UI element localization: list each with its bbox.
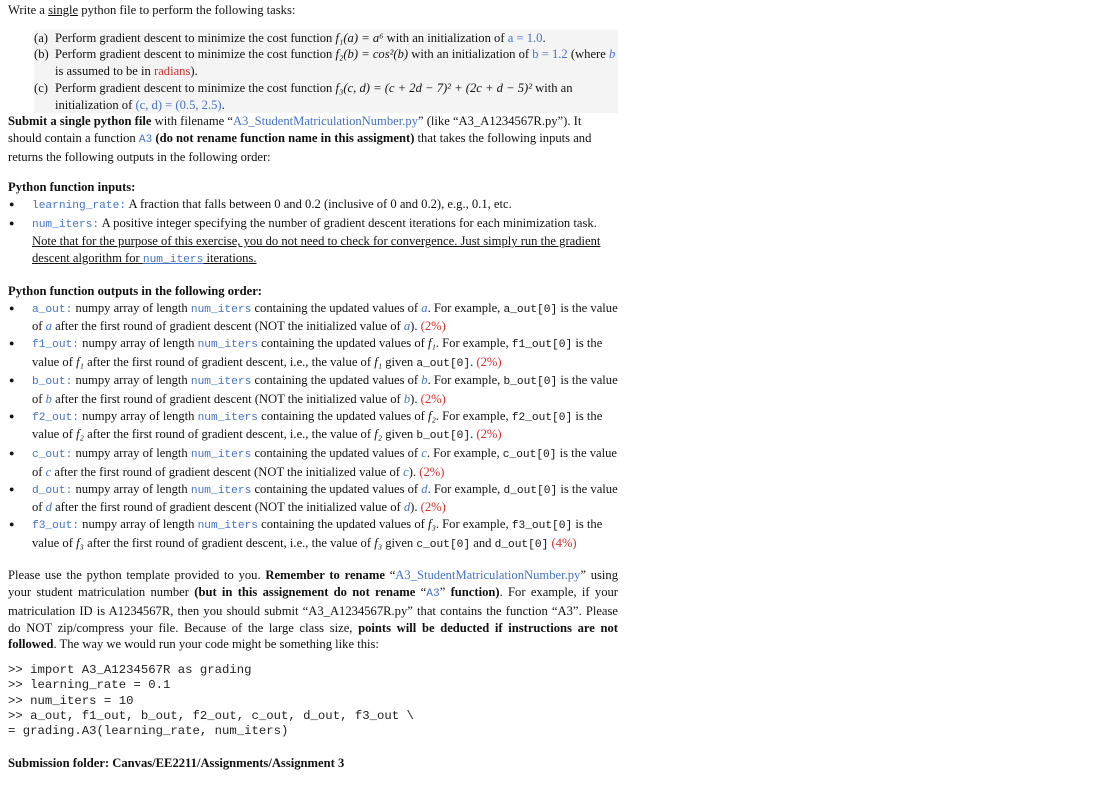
text-fragment: numpy array of length xyxy=(79,335,198,350)
submit-instructions xyxy=(8,113,618,165)
text-fragment: that takes the following inputs and returns the following outputs in the following order: xyxy=(8,130,592,164)
text-fragment: python file to perform the following tasks: xyxy=(78,3,296,17)
inputs-list xyxy=(8,196,618,269)
text-fragment: f3_out[0] xyxy=(511,519,573,532)
text-fragment: containing the updated values of xyxy=(251,373,422,388)
text-fragment: b = 1.2 xyxy=(532,47,568,62)
text-fragment: a = 1.0 xyxy=(507,30,543,45)
text-fragment: A3 xyxy=(426,588,440,601)
text-fragment: radians xyxy=(154,64,191,79)
code-line: >> import A3_A1234567R as grading xyxy=(8,662,252,677)
text-fragment: with an initialization of xyxy=(408,47,533,62)
text-fragment: . For example, xyxy=(435,335,512,350)
task-b xyxy=(34,46,618,79)
text-fragment: num_iters xyxy=(190,303,252,316)
text-fragment: (c, d) = (0.5, 2.5) xyxy=(135,97,222,112)
text-fragment: d_out[0] xyxy=(494,538,549,551)
text-fragment: A fraction that falls between 0 and 0.2 (inclusive of 0 and 0.2), e.g., 0.1, etc. xyxy=(126,197,512,212)
text-fragment: f1_out: xyxy=(32,338,79,351)
text-fragment: A3_StudentMatriculationNumber.py xyxy=(232,114,418,129)
text-fragment: f2_out: xyxy=(32,411,79,424)
text-fragment: b xyxy=(403,392,411,407)
input-num-iters xyxy=(8,215,618,269)
text-fragment: numpy array of length xyxy=(72,373,191,388)
text-fragment: num_iters xyxy=(190,449,252,462)
text-fragment: f3_out: xyxy=(32,519,79,532)
text-fragment: ). xyxy=(410,500,421,515)
output-d-out xyxy=(8,481,618,516)
text-fragment: . xyxy=(221,97,225,112)
text-fragment: containing the updated values of xyxy=(251,481,422,496)
text-fragment: b xyxy=(45,392,52,407)
text-fragment: c xyxy=(421,446,427,461)
text-fragment: containing the updated values of xyxy=(258,335,428,350)
text-fragment: is the value of xyxy=(32,335,603,369)
text-fragment: f₂ xyxy=(76,427,84,442)
text-fragment: f1_out[0] xyxy=(511,338,573,351)
text-fragment: Submit a single python file xyxy=(8,114,152,129)
text-fragment: . The way we would run your code might be something like this: xyxy=(53,637,379,652)
text-fragment: with an initialization of xyxy=(55,80,573,112)
text-fragment: Python function inputs: xyxy=(8,180,136,195)
text-fragment: numpy array of length xyxy=(72,446,191,461)
text-fragment: d_out[0] xyxy=(503,484,558,497)
text-fragment: containing the updated values of xyxy=(258,408,428,423)
intro-line xyxy=(8,2,618,19)
text-fragment: after the first round of gradient descent (NOT the initialized value of xyxy=(51,319,404,334)
text-fragment: numpy array of length xyxy=(79,408,198,423)
text-fragment: single xyxy=(48,3,79,17)
text-fragment: Submission folder: Canvas/EE2211/Assignments/Assignment 3 xyxy=(8,756,345,771)
text-fragment: is the value of xyxy=(32,408,603,442)
code-line: = grading.A3(learning_rate, num_iters) xyxy=(8,724,289,739)
text-fragment: is the value of xyxy=(32,300,618,334)
text-fragment: numpy array of length xyxy=(79,516,198,531)
text-fragment: a xyxy=(421,300,428,315)
text-fragment: after the first round of gradient descent (NOT the initialized value of xyxy=(51,464,404,479)
text-fragment: is the value of xyxy=(32,481,618,515)
text-fragment: given xyxy=(382,427,417,442)
text-fragment: . For example, xyxy=(435,408,512,423)
text-fragment: a xyxy=(403,319,411,334)
text-fragment: is the value of xyxy=(32,373,618,407)
text-fragment: ). xyxy=(190,64,198,79)
text-fragment: . xyxy=(470,427,477,442)
text-fragment: . For example, xyxy=(435,516,512,531)
text-fragment: f₁ xyxy=(374,354,383,369)
text-fragment: b_out[0] xyxy=(503,376,558,389)
text-fragment: f₁ xyxy=(427,335,436,350)
assignment-document xyxy=(8,2,618,772)
code-line: >> a_out, f1_out, b_out, f2_out, c_out, d_out, f3_out \ xyxy=(8,708,414,723)
text-fragment: after the first round of gradient descent (NOT the initialized value of xyxy=(51,392,404,407)
text-fragment: A3 xyxy=(138,133,153,146)
text-fragment: ” xyxy=(439,585,451,600)
outputs-heading xyxy=(8,283,618,300)
text-fragment: ). xyxy=(408,464,420,479)
text-fragment: after the first round of gradient descent (NOT the initialized value of xyxy=(51,500,404,515)
text-fragment: Perform gradient descent to minimize the cost function xyxy=(55,30,336,45)
text-fragment: b xyxy=(608,47,616,62)
text-fragment: after the first round of gradient descent, i.e., the value of xyxy=(83,427,375,442)
text-fragment: (2%) xyxy=(476,354,502,369)
text-fragment: f₃(c, d) = (c + 2d − 7)² + (2c + d − 5)² xyxy=(335,80,532,95)
text-fragment: a_out[0] xyxy=(503,303,558,316)
text-fragment: Perform gradient descent to minimize the cost function xyxy=(55,47,336,62)
text-fragment: (do not rename function name in this assigment) xyxy=(155,130,415,145)
text-fragment: . xyxy=(470,354,477,369)
text-fragment: (2%) xyxy=(476,427,502,442)
text-fragment: num_iters xyxy=(190,376,252,389)
text-fragment: containing the updated values of xyxy=(251,300,422,315)
text-fragment: f₃ xyxy=(374,535,383,550)
template-instructions xyxy=(8,567,618,653)
text-fragment: f₂ xyxy=(374,427,383,442)
text-fragment: . For example, if your matriculation ID is A1234567R, then you should submit “A3_A1234567R.py” that contains the function “A3”. Please do NOT zip/compress your file. Because of the large class size, xyxy=(8,585,618,635)
text-fragment: and xyxy=(470,535,495,550)
text-fragment: after the first round of gradient descent, i.e., the value of xyxy=(83,354,375,369)
text-fragment: . For example, xyxy=(427,373,504,388)
text-fragment: with an initialization of xyxy=(383,30,508,45)
task-a xyxy=(34,30,618,47)
code-line: >> num_iters = 10 xyxy=(8,693,134,708)
text-fragment: f₃ xyxy=(76,535,84,550)
output-f2-out xyxy=(8,408,618,445)
text-fragment: c xyxy=(45,464,52,479)
text-fragment: Please use the python template provided to you. xyxy=(8,568,266,583)
text-fragment: “ xyxy=(384,568,396,583)
text-fragment: a_out: xyxy=(32,303,73,316)
text-fragment: b_out[0] xyxy=(416,430,471,443)
text-fragment: num_iters xyxy=(190,484,252,497)
text-fragment: f₁ xyxy=(76,354,84,369)
output-f1-out xyxy=(8,335,618,372)
text-fragment: given xyxy=(382,535,417,550)
text-fragment: a xyxy=(45,319,52,334)
output-a-out xyxy=(8,300,618,335)
text-fragment: c_out[0] xyxy=(416,538,471,551)
text-fragment: num_iters xyxy=(197,519,258,532)
text-fragment: f2_out[0] xyxy=(511,411,573,424)
text-fragment: (a) xyxy=(34,30,48,45)
text-fragment: “ xyxy=(415,585,427,600)
input-learning-rate xyxy=(8,196,618,215)
text-fragment: d xyxy=(421,481,428,496)
text-fragment: . xyxy=(542,30,546,45)
text-fragment: ” (like “A3_A1234567R.py”). It should contain a function xyxy=(8,114,582,145)
text-fragment: f₂ xyxy=(427,408,436,423)
text-fragment: ). xyxy=(410,392,421,407)
text-fragment: is assumed to be in xyxy=(55,64,154,79)
text-fragment: points will be deducted if instructions are not followed xyxy=(8,620,619,652)
code-line: >> learning_rate = 0.1 xyxy=(8,678,171,693)
text-fragment: (4%) xyxy=(551,535,577,550)
text-fragment: is the value of xyxy=(32,446,617,479)
text-fragment: d_out: xyxy=(32,484,73,497)
text-fragment: (2%) xyxy=(420,319,446,334)
text-fragment: f₃ xyxy=(427,516,436,531)
outputs-list xyxy=(8,300,618,554)
text-fragment: . For example, xyxy=(427,481,504,496)
output-b-out xyxy=(8,372,618,407)
text-fragment: Perform gradient descent to minimize the cost function xyxy=(55,80,336,95)
text-fragment: (2%) xyxy=(420,500,446,515)
text-fragment: (but in this assignement do not rename xyxy=(194,585,416,600)
text-fragment: after the first round of gradient descent, i.e., the value of xyxy=(83,535,375,550)
code-example xyxy=(8,663,618,739)
text-fragment: function) xyxy=(450,585,500,600)
task-list xyxy=(34,30,618,114)
text-fragment: Remember to rename xyxy=(265,568,385,583)
text-fragment: is the value of xyxy=(32,516,603,550)
text-fragment: num_iters xyxy=(142,254,204,267)
text-fragment: A3_StudentMatriculationNumber.py xyxy=(395,568,581,583)
text-fragment: b_out: xyxy=(32,376,73,389)
text-fragment: Note that for the purpose of this exercise, you do not need to check for convergence. Just simply run the gradient descent algorithm for xyxy=(32,234,601,266)
text-fragment: d xyxy=(45,500,52,515)
text-fragment: num_iters xyxy=(197,338,258,351)
text-fragment: (2%) xyxy=(419,464,445,479)
text-fragment: (b) xyxy=(34,47,49,62)
text-fragment: c_out: xyxy=(32,449,73,462)
text-fragment: d xyxy=(403,500,411,515)
text-fragment: f₂(b) = cos²(b) xyxy=(335,47,409,62)
text-fragment: iterations. xyxy=(203,251,257,266)
text-fragment: (c) xyxy=(34,80,48,95)
task-c xyxy=(34,80,618,113)
output-f3-out xyxy=(8,516,618,553)
output-c-out xyxy=(8,445,618,480)
text-fragment: a_out[0] xyxy=(416,357,471,370)
text-fragment: A positive integer specifying the number of gradient descent iterations for each minimization task. xyxy=(99,215,597,230)
text-fragment: num_iters: xyxy=(32,218,100,231)
text-fragment: given xyxy=(382,354,417,369)
text-fragment: c xyxy=(403,464,409,479)
text-fragment: (where xyxy=(567,47,609,62)
text-fragment: Python function outputs in the following order: xyxy=(8,283,262,298)
text-fragment: numpy array of length xyxy=(72,300,191,315)
text-fragment: . For example, xyxy=(427,300,504,315)
text-fragment: containing the updated values of xyxy=(251,446,422,461)
text-fragment: numpy array of length xyxy=(72,481,191,496)
submission-folder xyxy=(8,755,618,772)
text-fragment: ). xyxy=(410,319,421,334)
text-fragment: containing the updated values of xyxy=(258,516,428,531)
text-fragment: with filename “ xyxy=(151,114,233,129)
text-fragment: . For example, xyxy=(426,446,503,461)
text-fragment: f₁(a) = a⁶ xyxy=(335,30,384,45)
inputs-heading xyxy=(8,179,618,196)
text-fragment: (2%) xyxy=(420,392,446,407)
text-fragment: Write a xyxy=(8,3,49,17)
text-fragment: learning_rate: xyxy=(32,200,126,213)
text-fragment: ” using your student matriculation number xyxy=(8,568,618,600)
text-fragment: c_out[0] xyxy=(502,449,557,462)
text-fragment: b xyxy=(421,373,428,388)
text-fragment: num_iters xyxy=(197,411,258,424)
